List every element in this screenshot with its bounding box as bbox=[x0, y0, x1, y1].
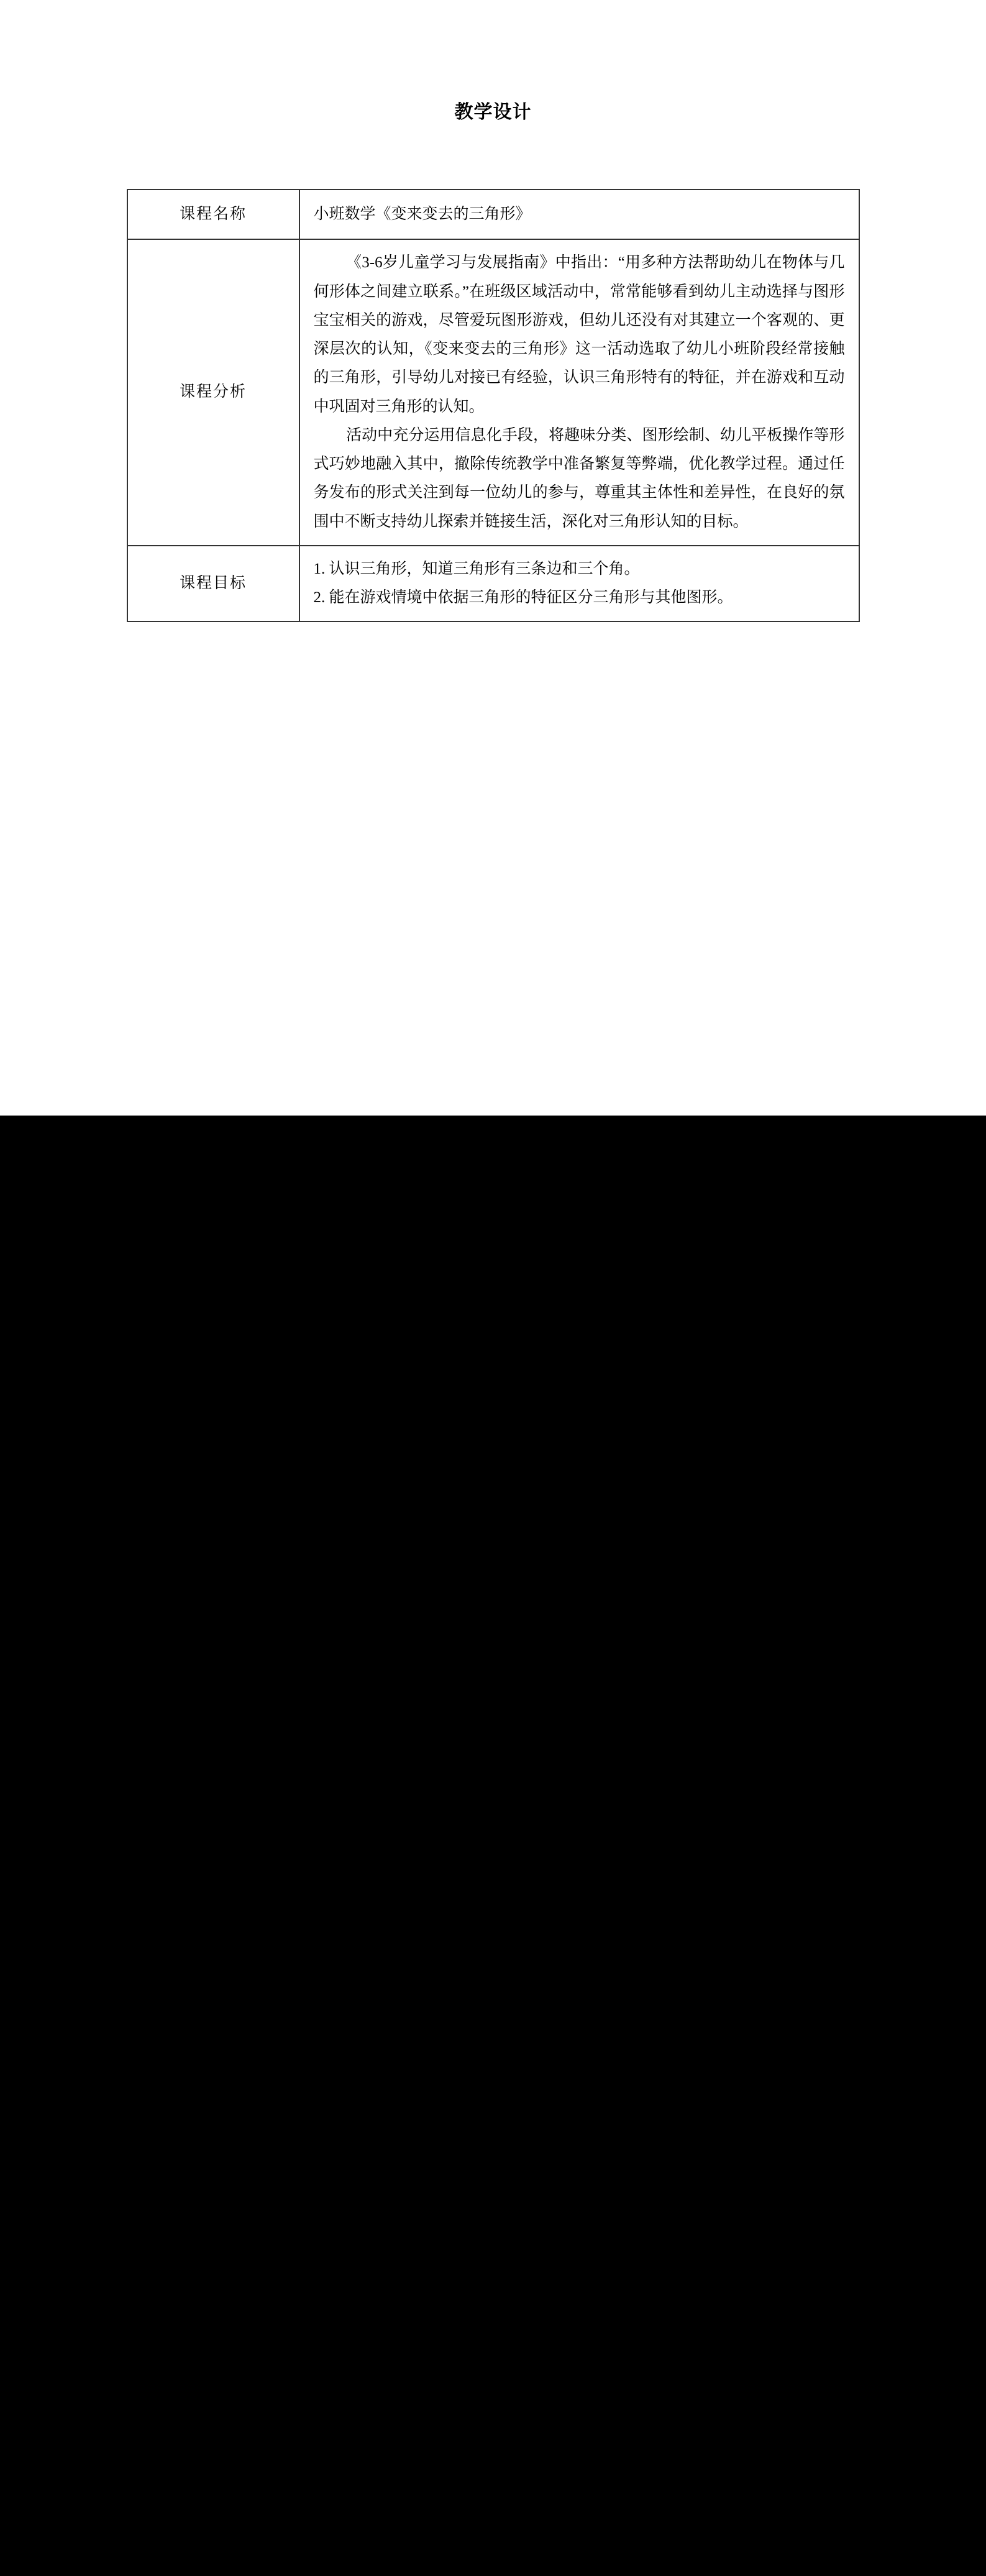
paragraph: 活动中充分运用信息化手段，将趣味分类、图形绘制、幼儿平板操作等形式巧妙地融入其中，撤除传统教学中准备繁复等弊端，优化教学过程。通过任务发布的形式关注到每一位幼儿的参与，尊重其主体性和差异性，在良好的氛围中不断支持幼儿探索并链接生活，深化对三角形认知的目标。 bbox=[313, 426, 845, 530]
document-page bbox=[0, 0, 986, 1116]
paragraph: 2. 能在游戏情境中依据三角形的特征区分三角形与其他图形。 bbox=[313, 589, 733, 606]
lesson-plan-table-wrapper bbox=[127, 189, 860, 622]
row-value-course-objectives bbox=[299, 546, 859, 622]
row-label-course-analysis: 课程分析 bbox=[127, 239, 299, 546]
row-value-course-analysis bbox=[299, 239, 859, 546]
row-label-course-objectives: 课程目标 bbox=[127, 546, 299, 622]
paragraph: 1. 认识三角形，知道三角形有三条边和三个角。 bbox=[313, 560, 640, 577]
cropped-area bbox=[0, 1116, 986, 2576]
table-row bbox=[127, 546, 859, 622]
lesson-plan-table bbox=[127, 189, 860, 622]
table-row bbox=[127, 239, 859, 546]
row-value-course-name bbox=[299, 190, 859, 239]
page-title: 教学设计 bbox=[454, 102, 532, 122]
row-label-course-name: 课程名称 bbox=[127, 190, 299, 239]
paragraph: 《3-6岁儿童学习与发展指南》中指出：“用多种方法帮助幼儿在物体与几何形体之间建立联系。”在班级区域活动中，常常能够看到幼儿主动选择与图形宝宝相关的游戏，尽管爱玩图形游戏，但幼儿还没有对其建立一个客观的、更深层次的认知，《变来变去的三角形》这一活动选取了幼儿小班阶段经常接触的三角形，引导幼儿对接已有经验，认识三角形特有的特征，并在游戏和互动中巩固对三角形的认知。 bbox=[313, 254, 845, 415]
table-row bbox=[127, 190, 859, 239]
paragraph: 小班数学《变来变去的三角形》 bbox=[313, 206, 531, 222]
